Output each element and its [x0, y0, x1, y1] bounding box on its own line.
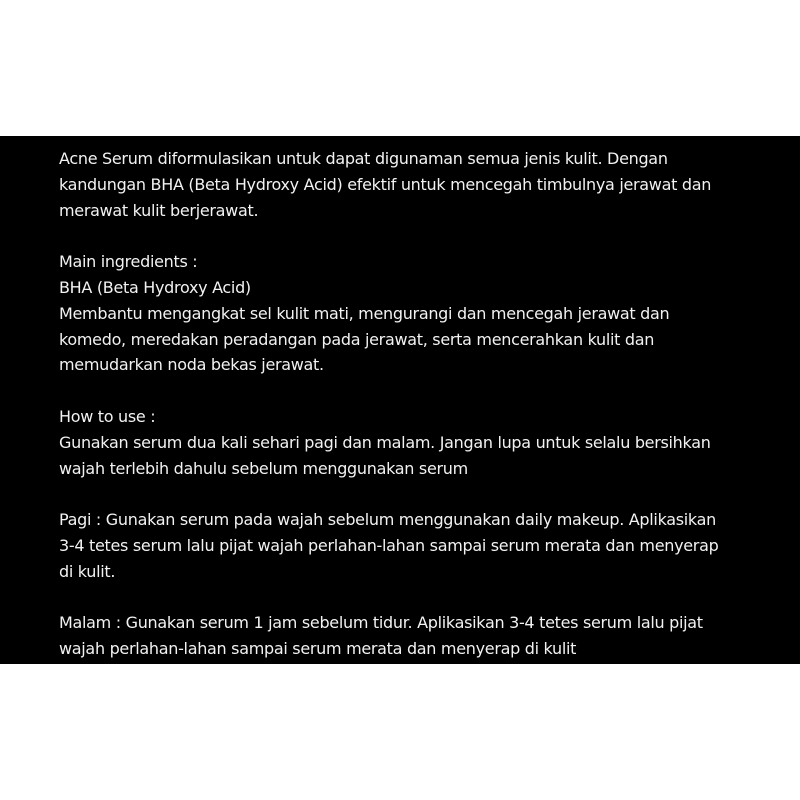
night-line: wajah perlahan-lahan sampai serum merata dan menyerap di kulit [59, 639, 577, 659]
product-description [59, 146, 759, 662]
ingredient-name: BHA (Beta Hydroxy Acid) [59, 277, 251, 297]
intro-paragraph [59, 146, 759, 223]
ingredient-line: Membantu mengangkat sel kulit mati, mengurangi dan mencegah jerawat dan [59, 303, 670, 323]
paragraph-gap [59, 378, 759, 404]
morning-line: 3-4 tetes serum lalu pijat wajah perlahan-lahan sampai serum merata dan menyerap [59, 535, 719, 555]
night-line: Malam : Gunakan serum 1 jam sebelum tidur. Aplikasikan 3-4 tetes serum lalu pijat [59, 613, 703, 633]
intro-line: Acne Serum diformulasikan untuk dapat digunaman semua jenis kulit. Dengan [59, 149, 668, 168]
paragraph-gap [59, 585, 759, 611]
intro-line: kandungan BHA (Beta Hydroxy Acid) efektif untuk mencegah timbulnya jerawat dan [59, 174, 712, 194]
description-panel [0, 136, 800, 664]
morning-line: di kulit. [59, 561, 116, 581]
how-to-use-line: wajah terlebih dahulu sebelum menggunakan serum [59, 458, 468, 478]
how-to-use-heading: How to use : [59, 406, 156, 426]
morning-line: Pagi : Gunakan serum pada wajah sebelum menggunakan daily makeup. Aplikasikan [59, 510, 716, 530]
intro-line: merawat kulit berjerawat. [59, 200, 259, 220]
paragraph-gap [59, 481, 759, 507]
morning-instructions [59, 507, 759, 584]
how-to-use-line: Gunakan serum dua kali sehari pagi dan malam. Jangan lupa untuk selalu bersihkan [59, 432, 711, 452]
paragraph-gap [59, 223, 759, 249]
night-instructions [59, 610, 759, 662]
how-to-use-section [59, 404, 759, 481]
ingredient-line: memudarkan noda bekas jerawat. [59, 355, 324, 375]
ingredient-line: komedo, meredakan peradangan pada jerawat, serta mencerahkan kulit dan [59, 329, 655, 349]
ingredients-section [59, 249, 759, 378]
ingredients-heading: Main ingredients : [59, 252, 198, 272]
